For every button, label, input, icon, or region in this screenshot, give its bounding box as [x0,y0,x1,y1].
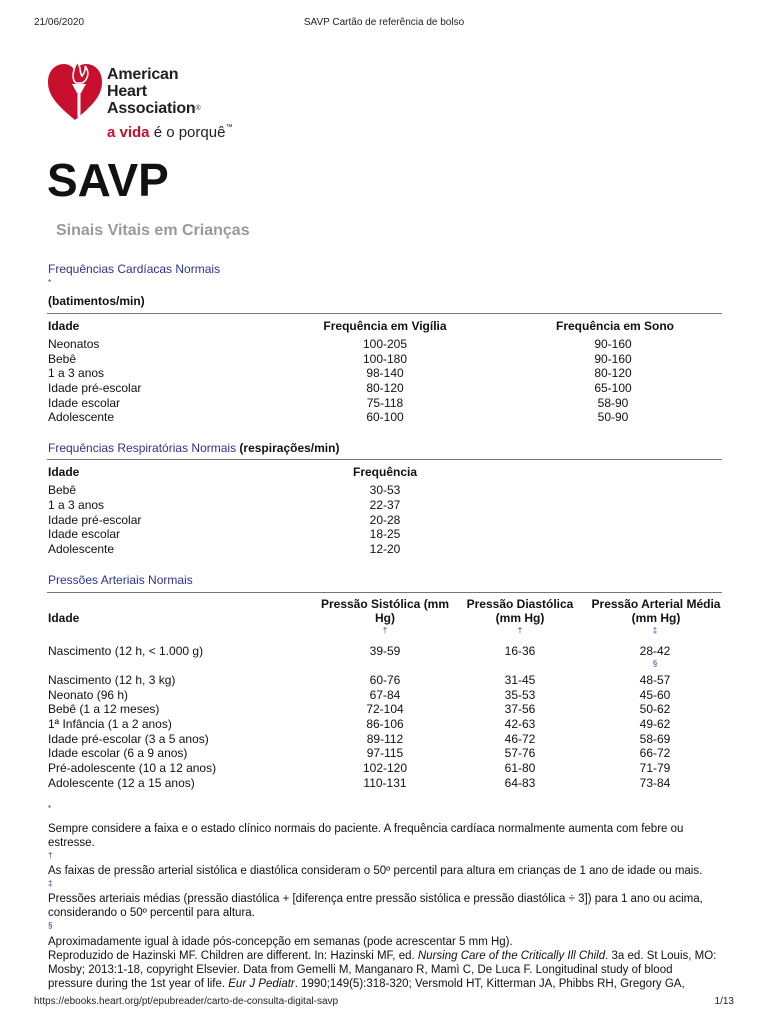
resp-rate-title: Frequências Respiratórias Normais [48,441,237,455]
reference-journal: Eur J Pediatr [228,978,295,990]
heart-torch-icon [46,60,104,122]
bp-row-systolic: 86-106 [366,717,404,731]
rr-row-age: Idade escolar [48,527,121,541]
bp-row-age: Nascimento (12 h, < 1.000 g) [48,644,204,658]
aha-logo [46,60,276,150]
bp-systolic-footnote-mark[interactable]: † [382,626,388,635]
rr-row-age: Idade pré-escolar [48,513,142,527]
hr-header-age: Idade [48,319,80,333]
hr-row-sleep: 80-120 [594,366,632,380]
bp-row-systolic: 97-115 [366,746,404,760]
bp-row-mean: 48-57 [639,673,671,687]
bp-row-mean: 73-84 [639,776,671,790]
bp-row-systolic: 89-112 [366,732,404,746]
hr-row-awake: 80-120 [366,381,404,395]
hr-row-awake: 98-140 [366,366,404,380]
bp-title: Pressões Arteriais Normais [48,573,193,587]
reference-book-title: Nursing Care of the Critically Ill Child [417,950,606,962]
heart-rate-divider [47,313,722,314]
heart-rate-title: Frequências Cardíacas Normais [48,262,221,276]
rr-header-age: Idade [48,465,80,479]
print-url: https://ebooks.heart.org/pt/epubreader/carto-de-consulta-digital-savp [34,996,339,1007]
hr-row-awake: 60-100 [366,410,404,424]
footnote-mark-1: * [48,804,52,813]
bp-header-mean: Pressão Arterial Média (mm Hg) [591,597,721,625]
bp-row-age: Nascimento (12 h, 3 kg) [48,673,176,687]
rr-row-rate: 20-28 [369,513,401,527]
resp-rate-unit: (respirações/min) [239,441,340,455]
rr-row-rate: 30-53 [369,483,401,497]
tagline-tm: ™ [225,124,233,131]
logo-line3: Association [107,100,196,117]
bp-row-age: Idade pré-escolar (3 a 5 anos) [48,732,209,746]
bp-row-mean: 45-60 [639,688,671,702]
hr-row-age: Idade pré-escolar [48,381,142,395]
page-subtitle: Sinais Vitais em Crianças [56,222,250,239]
hr-row-sleep: 58-90 [597,396,629,410]
bp-diastolic-footnote-mark[interactable]: † [517,626,523,635]
print-page-number: 1/13 [714,996,734,1007]
rr-row-age: Adolescente [48,542,115,556]
bp-row-diastolic: 46-72 [504,732,536,746]
bp-divider [47,592,722,593]
print-page-title: SAVP Cartão de referência de bolso [303,17,465,28]
bp-row-age: Bebê (1 a 12 meses) [48,702,160,716]
rr-row-age: 1 a 3 anos [48,498,105,512]
bp-row-mean: 66-72 [639,746,671,760]
reference-part-e: . 1990;149(5):318-320; Versmold HT, Kitterman JA, Phibbs RH, Gregory GA, [294,978,685,990]
rr-header-rate: Frequência [352,465,418,479]
bp-row-systolic: 102-120 [362,761,408,775]
hr-row-awake: 100-205 [362,337,408,351]
resp-rate-title-line [48,441,339,455]
footnote-4: Aproximadamente igual à idade pós-concepção em semanas (pode acrescentar 5 mm Hg). [48,936,513,948]
hr-row-age: Idade escolar [48,396,121,410]
bp-row-mean: 50-62 [639,702,671,716]
footnote-mark-3: ‡ [48,879,53,888]
bp-row-systolic: 60-76 [369,673,401,687]
logo-line1: American [107,66,179,83]
logo-wordmark [107,66,200,117]
hr-row-sleep: 90-160 [594,352,632,366]
hr-header-sleep: Frequência em Sono [555,319,675,333]
bp-row-diastolic: 61-80 [504,761,536,775]
hr-row-age: Neonatos [48,337,100,351]
bp-row-diastolic: 64-83 [504,776,536,790]
bp-row-systolic: 110-131 [363,776,407,790]
bp-row-age: Adolescente (12 a 15 anos) [48,776,195,790]
hr-row-sleep: 90-160 [594,337,632,351]
bp-row-mean: 71-79 [639,761,671,775]
bp-header-systolic: Pressão Sistólica (mm Hg) [320,597,450,625]
hr-row-sleep: 50-90 [597,410,629,424]
bp-row-systolic: 67-84 [369,688,401,702]
page-title: SAVP [47,154,169,206]
hr-header-awake: Frequência em Vigília [323,319,447,333]
bp-row-diastolic: 16-36 [504,644,536,658]
hr-row-age: Bebê [48,352,77,366]
logo-tagline [107,124,232,141]
bp-header-age: Idade [48,611,80,625]
bp-row-age: Idade escolar (6 a 9 anos) [48,746,188,760]
bp-row-mean: 49-62 [639,717,671,731]
bp-row-diastolic: 57-76 [504,746,536,760]
bp-row-diastolic: 42-63 [504,717,536,731]
bp-row-diastolic: 31-45 [504,673,536,687]
bp-row-age: Pré-adolescente (10 a 12 anos) [48,761,217,775]
hr-row-awake: 100-180 [362,352,408,366]
reference-text [48,949,718,991]
bp-row-systolic: 72-104 [366,702,404,716]
heart-rate-footnote-mark[interactable]: * [48,278,52,287]
footnote-1: Sempre considere a faixa e o estado clínico normais do paciente. A frequência cardíaca normalmente aumenta com febre ou estresse. [48,823,684,849]
tagline-rest: é o porquê [149,124,226,141]
bp-row0-footnote-mark[interactable]: § [652,659,658,668]
bp-row-age: 1ª Infância (1 a 2 anos) [48,717,172,731]
tagline-red: a vida [107,124,150,141]
reference-part-a: Reproduzido de Hazinski MF. Children are different. In: Hazinski MF, ed. [48,950,418,962]
hr-row-sleep: 65-100 [594,381,632,395]
bp-header-diastolic: Pressão Diastólica (mm Hg) [466,597,574,625]
rr-row-age: Bebê [48,483,77,497]
resp-rate-divider [47,459,722,460]
print-date: 21/06/2020 [34,17,85,28]
logo-registered-mark: ® [195,105,201,112]
bp-row-systolic: 39-59 [369,644,401,658]
bp-mean-footnote-mark[interactable]: ‡ [652,626,658,635]
hr-row-age: Adolescente [48,410,115,424]
hr-row-awake: 75-118 [366,396,404,410]
rr-row-rate: 22-37 [369,498,401,512]
bp-row-age: Neonato (96 h) [48,688,129,702]
rr-row-rate: 12-20 [369,542,401,556]
heart-rate-unit: (batimentos/min) [48,294,145,308]
bp-row-diastolic: 35-53 [504,688,536,702]
footnote-3: Pressões arteriais médias (pressão diastólica + [diferença entre pressão sistólica e pressão diastólica ÷ 3]) para 1 ano ou acima, considerando o 50º percentil para altura. [48,893,703,919]
footnote-mark-2: † [48,851,53,860]
rr-row-rate: 18-25 [369,527,401,541]
hr-row-age: 1 a 3 anos [48,366,105,380]
bp-row-mean: 58-69 [639,732,671,746]
footnote-2: As faixas de pressão arterial sistólica e diastólica consideram o 50º percentil para altura em crianças de 1 ano de idade ou mais. [48,865,703,877]
reference-part-c: . 3a ed. St Louis, MO: Mosby; 2013:1-18, copyright Elsevier. Data from Gemelli M, Manganaro R, Mamì C, De Luca F. Longitudinal study of blood pressure during the 1st year of life. [48,950,717,990]
bp-row-diastolic: 37-56 [504,702,536,716]
footnote-mark-4: § [48,921,53,930]
logo-line2: Heart [107,83,147,100]
bp-row-mean: 28-42 [639,644,671,658]
